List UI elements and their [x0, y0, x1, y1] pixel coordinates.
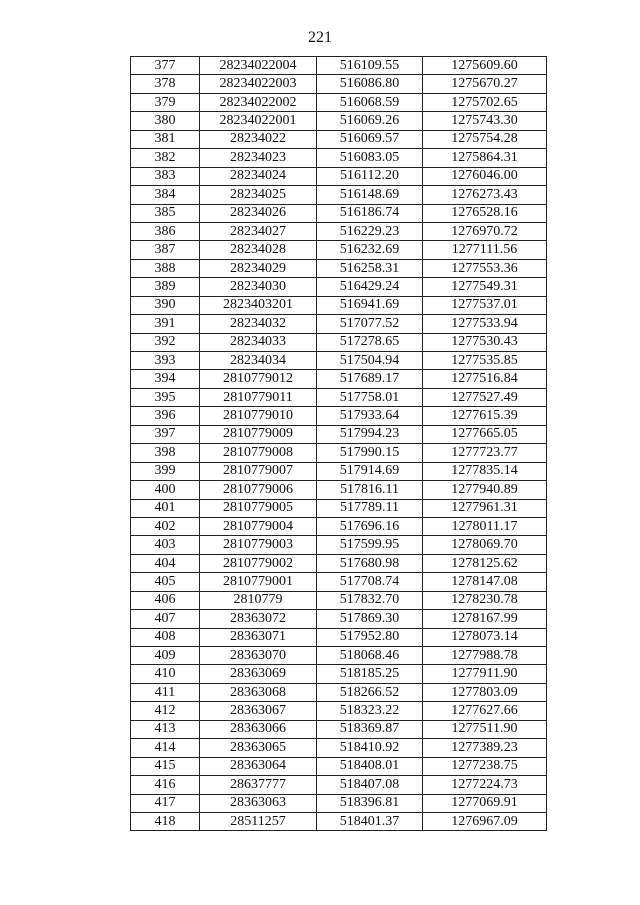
x-coordinate-cell: 517599.95: [317, 536, 423, 554]
y-coordinate-cell: 1275702.65: [423, 93, 547, 111]
point-number-cell: 416: [131, 776, 200, 794]
point-code-cell: 28234022003: [200, 75, 317, 93]
table-row: [131, 462, 547, 480]
table-row: [131, 812, 547, 830]
x-coordinate-cell: 516083.05: [317, 149, 423, 167]
point-code-cell: 28363072: [200, 610, 317, 628]
table-row: [131, 757, 547, 775]
point-number-cell: 407: [131, 610, 200, 628]
table-row: [131, 93, 547, 111]
x-coordinate-cell: 518410.92: [317, 739, 423, 757]
point-number-cell: 415: [131, 757, 200, 775]
table-row: [131, 222, 547, 240]
y-coordinate-cell: 1277516.84: [423, 370, 547, 388]
table-row: [131, 683, 547, 701]
point-number-cell: 403: [131, 536, 200, 554]
table-row: [131, 241, 547, 259]
table-row: [131, 333, 547, 351]
x-coordinate-cell: 518266.52: [317, 683, 423, 701]
point-number-cell: 377: [131, 57, 200, 75]
x-coordinate-cell: 517708.74: [317, 573, 423, 591]
table-row: [131, 425, 547, 443]
table-row: [131, 481, 547, 499]
point-number-cell: 412: [131, 702, 200, 720]
x-coordinate-cell: 517952.80: [317, 628, 423, 646]
table-row: [131, 665, 547, 683]
y-coordinate-cell: 1278073.14: [423, 628, 547, 646]
table-row: [131, 702, 547, 720]
point-code-cell: 28363064: [200, 757, 317, 775]
point-code-cell: 2810779005: [200, 499, 317, 517]
y-coordinate-cell: 1276967.09: [423, 812, 547, 830]
x-coordinate-cell: 516186.74: [317, 204, 423, 222]
y-coordinate-cell: 1278125.62: [423, 554, 547, 572]
y-coordinate-cell: 1277615.39: [423, 407, 547, 425]
point-code-cell: 28234029: [200, 259, 317, 277]
point-code-cell: 2810779: [200, 591, 317, 609]
y-coordinate-cell: 1276970.72: [423, 222, 547, 240]
point-number-cell: 386: [131, 222, 200, 240]
y-coordinate-cell: 1277940.89: [423, 481, 547, 499]
table-row: [131, 647, 547, 665]
x-coordinate-cell: 517832.70: [317, 591, 423, 609]
point-code-cell: 2810779006: [200, 481, 317, 499]
point-code-cell: 28234032: [200, 315, 317, 333]
table-row: [131, 573, 547, 591]
x-coordinate-cell: 517933.64: [317, 407, 423, 425]
table-row: [131, 388, 547, 406]
x-coordinate-cell: 517816.11: [317, 481, 423, 499]
y-coordinate-cell: 1277723.77: [423, 444, 547, 462]
y-coordinate-cell: 1275609.60: [423, 57, 547, 75]
x-coordinate-cell: 516148.69: [317, 186, 423, 204]
x-coordinate-cell: 516069.26: [317, 112, 423, 130]
table-row: [131, 407, 547, 425]
point-code-cell: 28363066: [200, 720, 317, 738]
point-number-cell: 396: [131, 407, 200, 425]
point-code-cell: 28511257: [200, 812, 317, 830]
table-row: [131, 776, 547, 794]
x-coordinate-cell: 516258.31: [317, 259, 423, 277]
point-code-cell: 2823403201: [200, 296, 317, 314]
point-number-cell: 395: [131, 388, 200, 406]
x-coordinate-cell: 517789.11: [317, 499, 423, 517]
point-code-cell: 28637777: [200, 776, 317, 794]
table-row: [131, 167, 547, 185]
point-number-cell: 381: [131, 130, 200, 148]
point-number-cell: 402: [131, 517, 200, 535]
point-code-cell: 28363065: [200, 739, 317, 757]
point-code-cell: 28234028: [200, 241, 317, 259]
y-coordinate-cell: 1277535.85: [423, 352, 547, 370]
y-coordinate-cell: 1278230.78: [423, 591, 547, 609]
x-coordinate-cell: 517696.16: [317, 517, 423, 535]
y-coordinate-cell: 1277511.90: [423, 720, 547, 738]
point-code-cell: 28363063: [200, 794, 317, 812]
table-row: [131, 370, 547, 388]
table-row: [131, 610, 547, 628]
table-row: [131, 739, 547, 757]
point-number-cell: 390: [131, 296, 200, 314]
x-coordinate-cell: 517994.23: [317, 425, 423, 443]
x-coordinate-cell: 517278.65: [317, 333, 423, 351]
point-number-cell: 410: [131, 665, 200, 683]
y-coordinate-cell: 1277389.23: [423, 739, 547, 757]
point-code-cell: 2810779001: [200, 573, 317, 591]
y-coordinate-cell: 1277530.43: [423, 333, 547, 351]
x-coordinate-cell: 518408.01: [317, 757, 423, 775]
x-coordinate-cell: 516068.59: [317, 93, 423, 111]
x-coordinate-cell: 518396.81: [317, 794, 423, 812]
point-code-cell: 28234022: [200, 130, 317, 148]
y-coordinate-cell: 1277627.66: [423, 702, 547, 720]
point-code-cell: 2810779009: [200, 425, 317, 443]
table-row: [131, 57, 547, 75]
point-number-cell: 417: [131, 794, 200, 812]
y-coordinate-cell: 1275743.30: [423, 112, 547, 130]
point-code-cell: 28363067: [200, 702, 317, 720]
table-row: [131, 536, 547, 554]
point-code-cell: 28234026: [200, 204, 317, 222]
page-number: 221: [308, 29, 332, 46]
table-row: [131, 499, 547, 517]
point-number-cell: 391: [131, 315, 200, 333]
x-coordinate-cell: 516232.69: [317, 241, 423, 259]
table-row: [131, 794, 547, 812]
point-code-cell: 28234025: [200, 186, 317, 204]
x-coordinate-cell: 518323.22: [317, 702, 423, 720]
table-row: [131, 352, 547, 370]
y-coordinate-cell: 1278069.70: [423, 536, 547, 554]
table-row: [131, 186, 547, 204]
point-number-cell: 393: [131, 352, 200, 370]
point-code-cell: 28234027: [200, 222, 317, 240]
point-code-cell: 28363068: [200, 683, 317, 701]
table-row: [131, 628, 547, 646]
point-code-cell: 2810779003: [200, 536, 317, 554]
point-number-cell: 413: [131, 720, 200, 738]
y-coordinate-cell: 1277224.73: [423, 776, 547, 794]
y-coordinate-cell: 1277549.31: [423, 278, 547, 296]
table-body: [131, 57, 547, 831]
point-code-cell: 2810779011: [200, 388, 317, 406]
point-code-cell: 28234022002: [200, 93, 317, 111]
x-coordinate-cell: 517990.15: [317, 444, 423, 462]
x-coordinate-cell: 517680.98: [317, 554, 423, 572]
point-number-cell: 387: [131, 241, 200, 259]
x-coordinate-cell: 516941.69: [317, 296, 423, 314]
point-number-cell: 383: [131, 167, 200, 185]
x-coordinate-cell: 516229.23: [317, 222, 423, 240]
point-number-cell: 399: [131, 462, 200, 480]
point-number-cell: 378: [131, 75, 200, 93]
table-row: [131, 112, 547, 130]
y-coordinate-cell: 1277533.94: [423, 315, 547, 333]
point-number-cell: 405: [131, 573, 200, 591]
y-coordinate-cell: 1277988.78: [423, 647, 547, 665]
point-code-cell: 28234022001: [200, 112, 317, 130]
y-coordinate-cell: 1277537.01: [423, 296, 547, 314]
y-coordinate-cell: 1275670.27: [423, 75, 547, 93]
x-coordinate-cell: 516069.57: [317, 130, 423, 148]
y-coordinate-cell: 1277911.90: [423, 665, 547, 683]
table-row: [131, 130, 547, 148]
x-coordinate-cell: 518369.87: [317, 720, 423, 738]
y-coordinate-cell: 1277527.49: [423, 388, 547, 406]
y-coordinate-cell: 1277835.14: [423, 462, 547, 480]
point-number-cell: 401: [131, 499, 200, 517]
x-coordinate-cell: 516112.20: [317, 167, 423, 185]
x-coordinate-cell: 517869.30: [317, 610, 423, 628]
table-row: [131, 591, 547, 609]
point-code-cell: 28234030: [200, 278, 317, 296]
point-number-cell: 409: [131, 647, 200, 665]
point-code-cell: 2810779010: [200, 407, 317, 425]
x-coordinate-cell: 516109.55: [317, 57, 423, 75]
point-code-cell: 2810779002: [200, 554, 317, 572]
y-coordinate-cell: 1276528.16: [423, 204, 547, 222]
table-row: [131, 554, 547, 572]
coordinates-table: [130, 56, 547, 831]
x-coordinate-cell: 517758.01: [317, 388, 423, 406]
point-number-cell: 414: [131, 739, 200, 757]
point-number-cell: 388: [131, 259, 200, 277]
point-number-cell: 400: [131, 481, 200, 499]
point-number-cell: 411: [131, 683, 200, 701]
table-row: [131, 517, 547, 535]
y-coordinate-cell: 1278147.08: [423, 573, 547, 591]
table-row: [131, 259, 547, 277]
y-coordinate-cell: 1277553.36: [423, 259, 547, 277]
point-code-cell: 28234024: [200, 167, 317, 185]
point-number-cell: 394: [131, 370, 200, 388]
point-number-cell: 380: [131, 112, 200, 130]
x-coordinate-cell: 517689.17: [317, 370, 423, 388]
point-code-cell: 2810779012: [200, 370, 317, 388]
x-coordinate-cell: 518401.37: [317, 812, 423, 830]
point-number-cell: 385: [131, 204, 200, 222]
x-coordinate-cell: 517504.94: [317, 352, 423, 370]
table-row: [131, 204, 547, 222]
table-row: [131, 278, 547, 296]
y-coordinate-cell: 1276273.43: [423, 186, 547, 204]
point-code-cell: 28234033: [200, 333, 317, 351]
point-number-cell: 408: [131, 628, 200, 646]
y-coordinate-cell: 1277111.56: [423, 241, 547, 259]
y-coordinate-cell: 1277961.31: [423, 499, 547, 517]
y-coordinate-cell: 1275864.31: [423, 149, 547, 167]
y-coordinate-cell: 1278167.99: [423, 610, 547, 628]
point-number-cell: 384: [131, 186, 200, 204]
point-code-cell: 28363070: [200, 647, 317, 665]
point-code-cell: 28363069: [200, 665, 317, 683]
point-number-cell: 406: [131, 591, 200, 609]
point-code-cell: 2810779004: [200, 517, 317, 535]
table-row: [131, 75, 547, 93]
point-code-cell: 28234023: [200, 149, 317, 167]
point-number-cell: 397: [131, 425, 200, 443]
x-coordinate-cell: 516429.24: [317, 278, 423, 296]
y-coordinate-cell: 1277665.05: [423, 425, 547, 443]
point-number-cell: 392: [131, 333, 200, 351]
x-coordinate-cell: 516086.80: [317, 75, 423, 93]
x-coordinate-cell: 518407.08: [317, 776, 423, 794]
y-coordinate-cell: 1275754.28: [423, 130, 547, 148]
point-code-cell: 2810779007: [200, 462, 317, 480]
point-number-cell: 404: [131, 554, 200, 572]
y-coordinate-cell: 1277238.75: [423, 757, 547, 775]
table-row: [131, 315, 547, 333]
point-number-cell: 382: [131, 149, 200, 167]
point-code-cell: 2810779008: [200, 444, 317, 462]
point-number-cell: 389: [131, 278, 200, 296]
x-coordinate-cell: 517914.69: [317, 462, 423, 480]
y-coordinate-cell: 1276046.00: [423, 167, 547, 185]
point-number-cell: 379: [131, 93, 200, 111]
x-coordinate-cell: 517077.52: [317, 315, 423, 333]
table-row: [131, 720, 547, 738]
y-coordinate-cell: 1277803.09: [423, 683, 547, 701]
x-coordinate-cell: 518185.25: [317, 665, 423, 683]
table-row: [131, 444, 547, 462]
point-number-cell: 398: [131, 444, 200, 462]
point-code-cell: 28363071: [200, 628, 317, 646]
point-code-cell: 28234034: [200, 352, 317, 370]
table-row: [131, 296, 547, 314]
x-coordinate-cell: 518068.46: [317, 647, 423, 665]
point-code-cell: 28234022004: [200, 57, 317, 75]
table-row: [131, 149, 547, 167]
y-coordinate-cell: 1278011.17: [423, 517, 547, 535]
point-number-cell: 418: [131, 812, 200, 830]
y-coordinate-cell: 1277069.91: [423, 794, 547, 812]
